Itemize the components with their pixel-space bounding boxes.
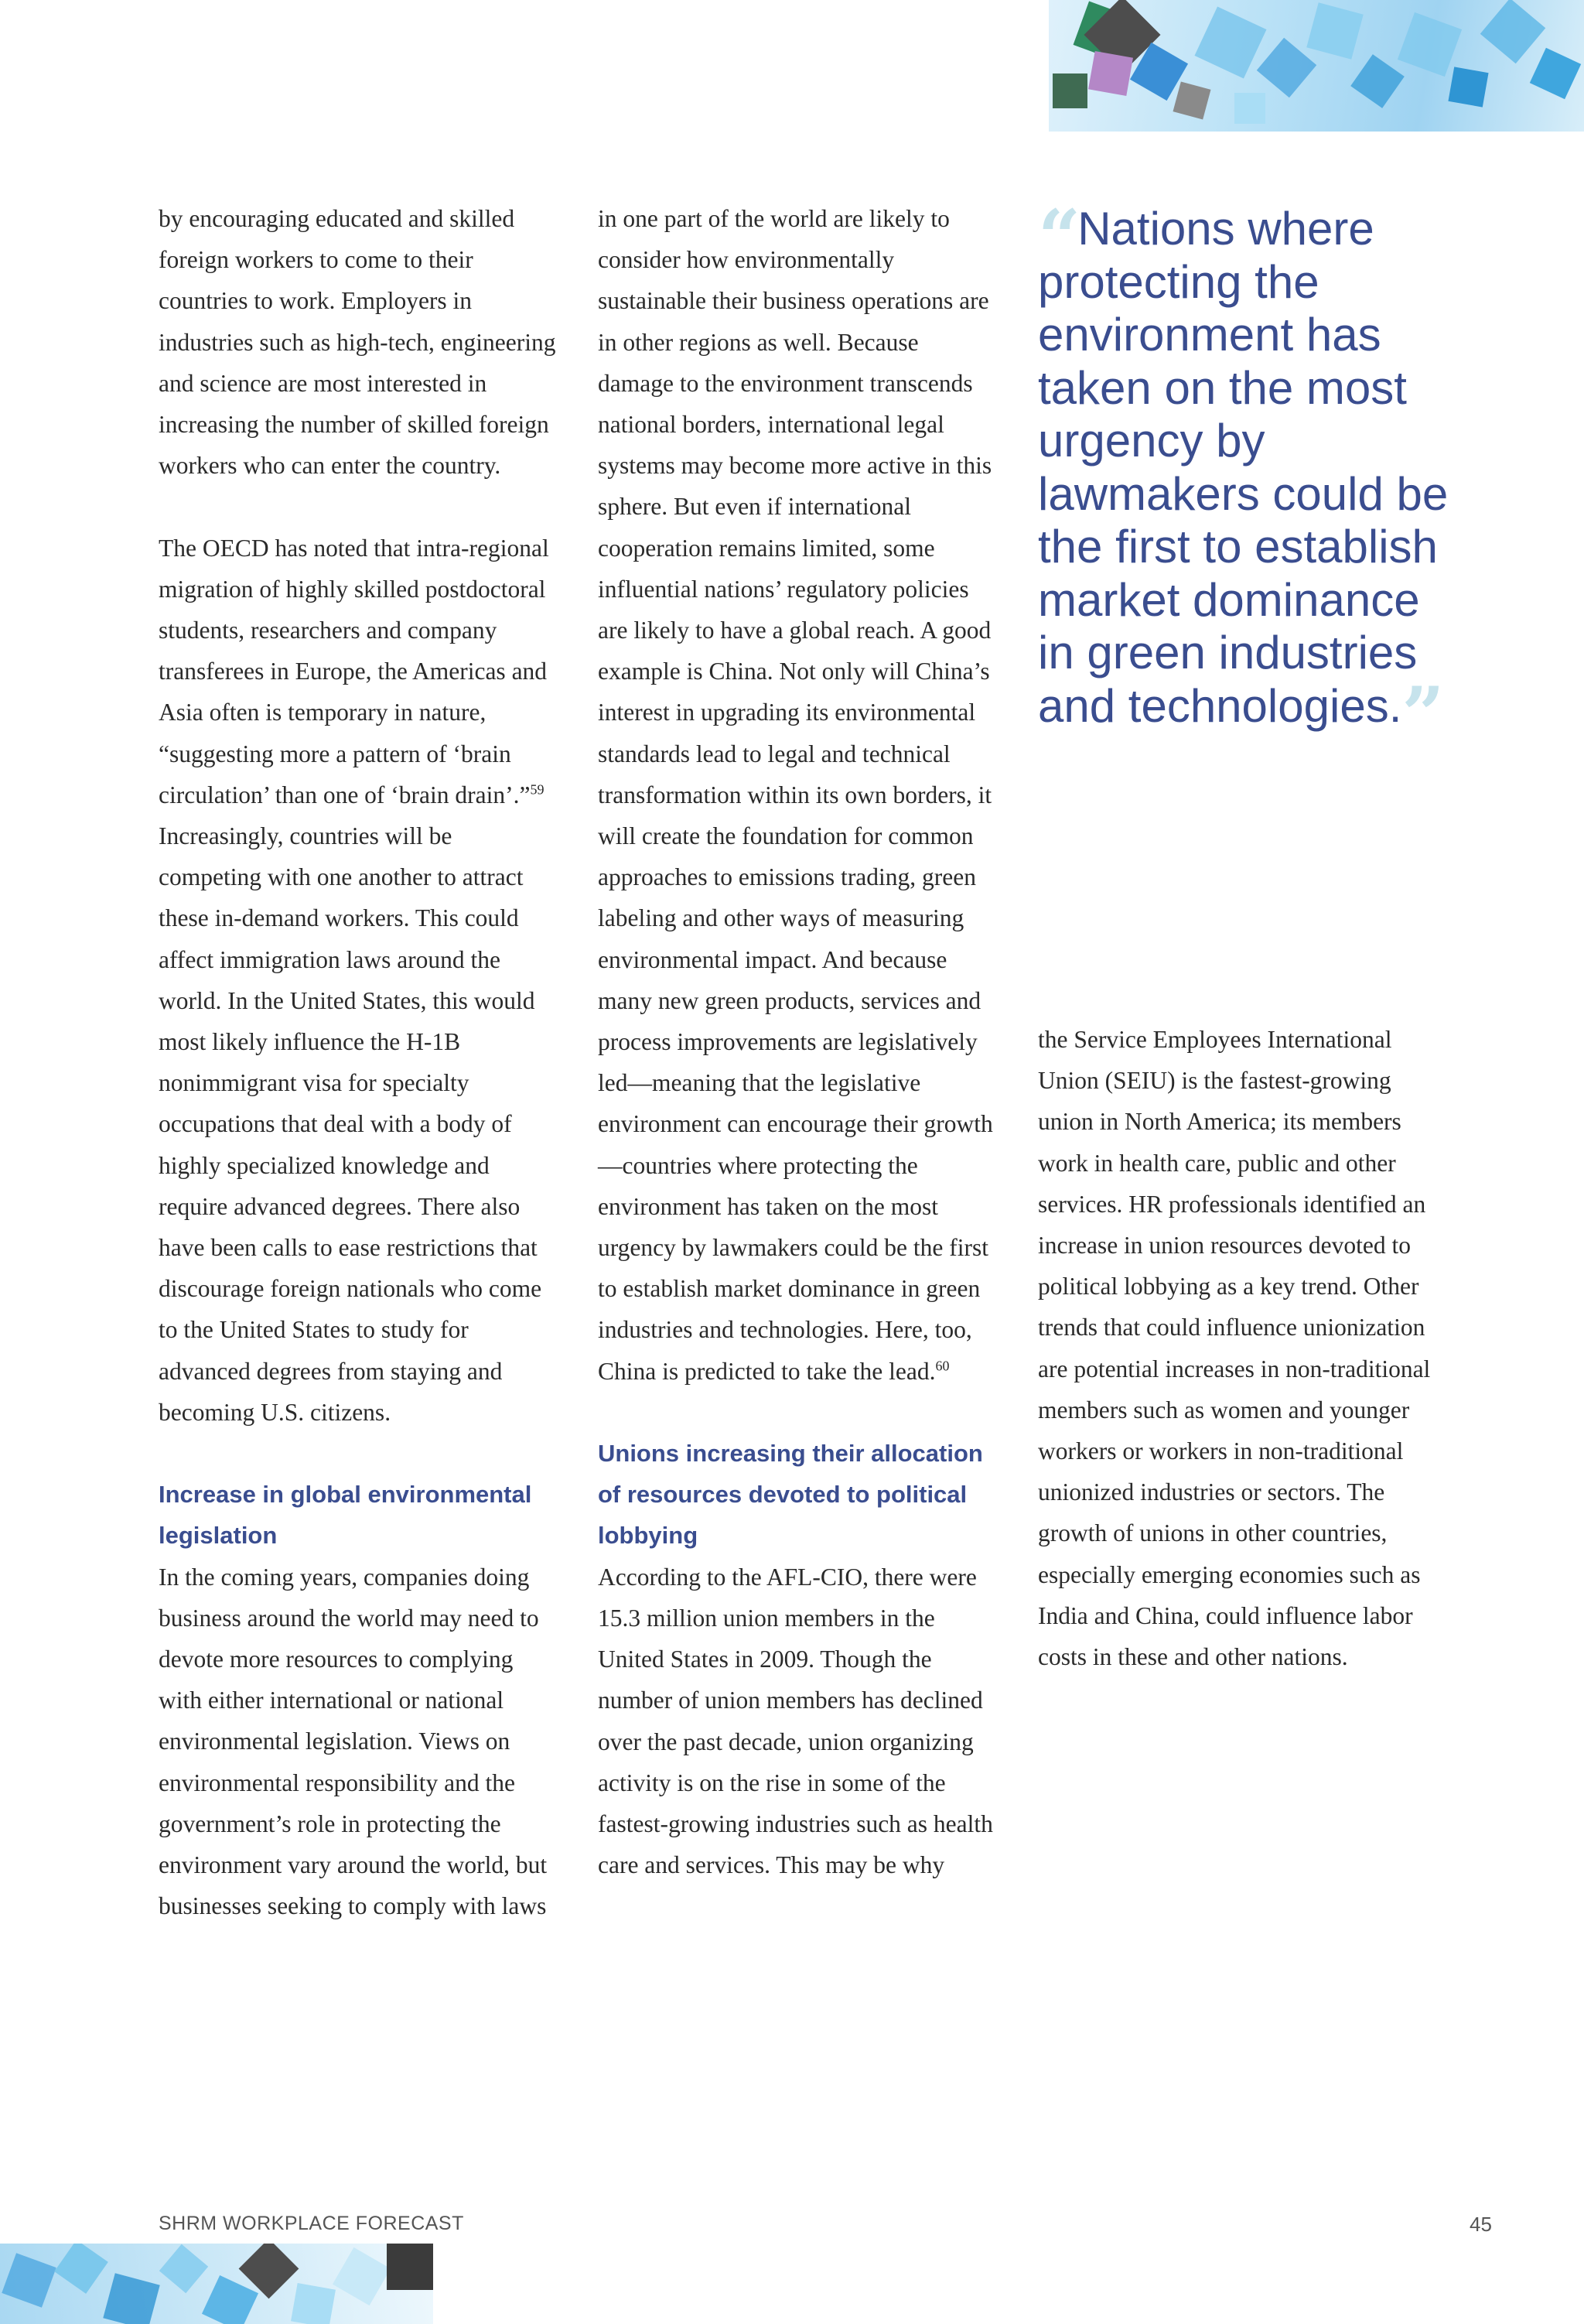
open-quote-icon: “ — [1038, 193, 1081, 281]
paragraph: In the coming years, companies doing business around the world may need to devote more resources to complying with either international or national environmental legislation. Views on environmental responsibility and the government’s role in protecting the environment vary around the world, but businesses seeking to comply with laws — [159, 1563, 548, 1920]
pull-quote-text: Nations where protecting the environment has taken on the most urgency by lawmakers could be the first to establish market dominance in green industries and technologies. — [1038, 203, 1449, 732]
publication-title: SHRM WORKPLACE FORECAST — [159, 2213, 464, 2234]
footnote-ref[interactable]: 60 — [935, 1358, 950, 1374]
section-heading: Unions increasing their allocation of resources devoted to political lobbying — [598, 1440, 983, 1550]
paragraph: The OECD has noted that intra-regional migration of highly skilled postdoctoral students, researchers and company transferees in Europe, the Americas and Asia often is temporary in nature, “suggesting more a pattern of ‘brain circulation’ than one of ‘brain drain’.”$^{59}$ Increasingly, countries will be competing with one another to attract these in-demand workers. This could affect immigration laws around the world. In the United States, this would most likely influence the H-1B nonimmigrant visa for specialty occupations that deal with a body of highly specialized knowledge and require advanced degrees. There also have been calls to ease restrictions that discourage foreign nationals who come to the United States to study for advanced degrees from staying and becoming U.S. citizens. — [159, 534, 549, 1426]
paragraph: by encouraging educated and skilled foreign workers to come to their countries to work. Employers in industries such as high-tech, engineering and science are most interested in increasing the number of skilled foreign workers who can enter the country. — [159, 205, 556, 480]
text-column-2 — [598, 198, 1000, 1927]
close-quote-icon: ” — [1401, 670, 1445, 758]
footnote-ref[interactable]: 59 — [530, 781, 544, 798]
pull-quote — [1038, 193, 1456, 758]
text-column-3 — [1038, 1019, 1440, 1718]
decorative-mosaic-top — [1049, 0, 1584, 132]
paragraph: the Service Employees International Union (SEIU) is the fastest-growing union in North America; its members work in health care, public and other services. HR professionals identified an increase in union resources devoted to political lobbying as a key trend. Other trends that could influence unionization are potential increases in non-traditional members such as women and younger workers or workers in non-traditional unionized industries or sectors. The growth of unions in other countries, especially emerging economies such as India and China, could influence labor costs in these and other nations. — [1038, 1026, 1431, 1671]
page-number: 45 — [1470, 2213, 1492, 2236]
paragraph: in one part of the world are likely to consider how environmentally sustainable their business operations are in other regions as well. Because damage to the environment transcends national borders, international legal systems may become more active in this sphere. But even if international cooperation remains limited, some influential nations’ regulatory policies are likely to have a global reach. A good example is China. Not only will China’s interest in upgrading its environmental standards lead to legal and technical transformation within its own borders, it will create the foundation for common approaches to emissions trading, green labeling and other ways of measuring environmental impact. And because many new green products, services and process improvements are legislatively led—meaning that the legislative environment can encourage their growth—countries where protecting the environment has taken on the most urgency by lawmakers could be the first to establish market dominance in green industries and technologies. Here, too, China is predicted to take the lead.$^{60}$ — [598, 205, 993, 1385]
text-column-1 — [159, 198, 561, 1968]
decorative-mosaic-bottom — [0, 2244, 433, 2324]
section-heading: Increase in global environmental legislation — [159, 1481, 532, 1550]
paragraph: According to the AFL-CIO, there were 15.3 million union members in the United States in 2009. Though the number of union members has declined over the past decade, union organizing activity is on the rise in some of the fastest-growing industries such as health care and services. This may be why — [598, 1563, 993, 1879]
